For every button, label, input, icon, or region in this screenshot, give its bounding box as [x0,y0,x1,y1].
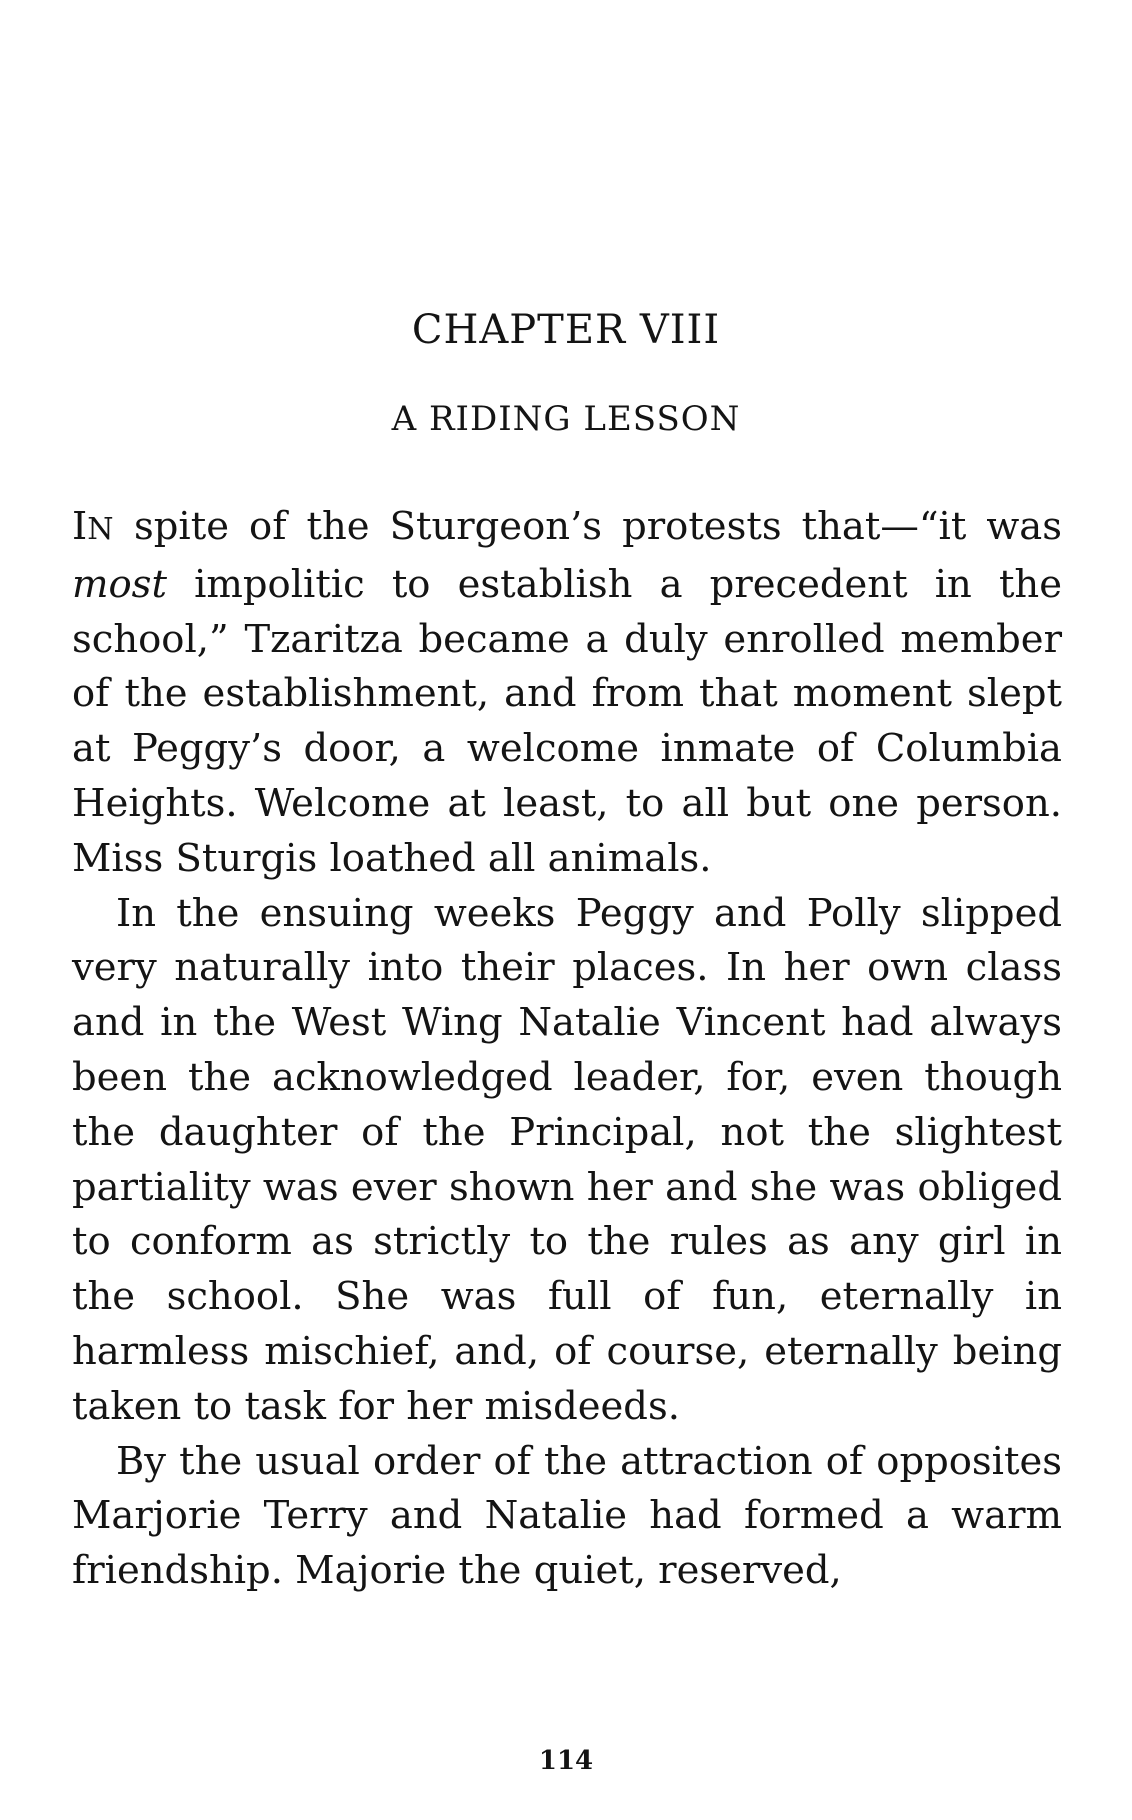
paragraph-1-italic-word: most [72,561,167,607]
paragraph-1-text-a: spite of the Sturgeon’s protests that—“it was [113,504,1062,549]
paragraph-1 [72,500,1062,887]
body-text [72,500,1062,1599]
paragraph-3: By the usual order of the attraction of opposites Marjorie Terry and Natalie had formed a warm friendship. Majorie the quiet, reserved, [72,1438,1062,1594]
paragraph-2: In the ensuing weeks Peggy and Polly slipped very naturally into their places. In her own class and in the West Wing Natalie Vincent had always been the acknowledged leader, for, even though the daughter of the Principal, not the slightest partiality was ever shown her and she was obliged to conform as strictly to the rules as any girl in the school. She was full of fun, eternally in harmless mischief, and, of course, eternally being taken to task for her misdeeds. [72,890,1062,1429]
page-number: 114 [538,1746,594,1776]
chapter-heading: CHAPTER VIII [411,307,721,353]
chapter-subtitle: A RIDING LESSON [391,399,741,439]
paragraph-1-text-b: impolitic to establish a precedent in the school,” Tzaritza became a duly enrolled member of the establishment, and from that moment slept at Peggy’s door, a welcome inmate of Columbia Heights. Welcome at least, to all but one person. Miss Sturgis loathed all animals. [72,561,1062,881]
lead-initial: I [72,504,88,549]
lead-smallcap: N [87,512,114,547]
